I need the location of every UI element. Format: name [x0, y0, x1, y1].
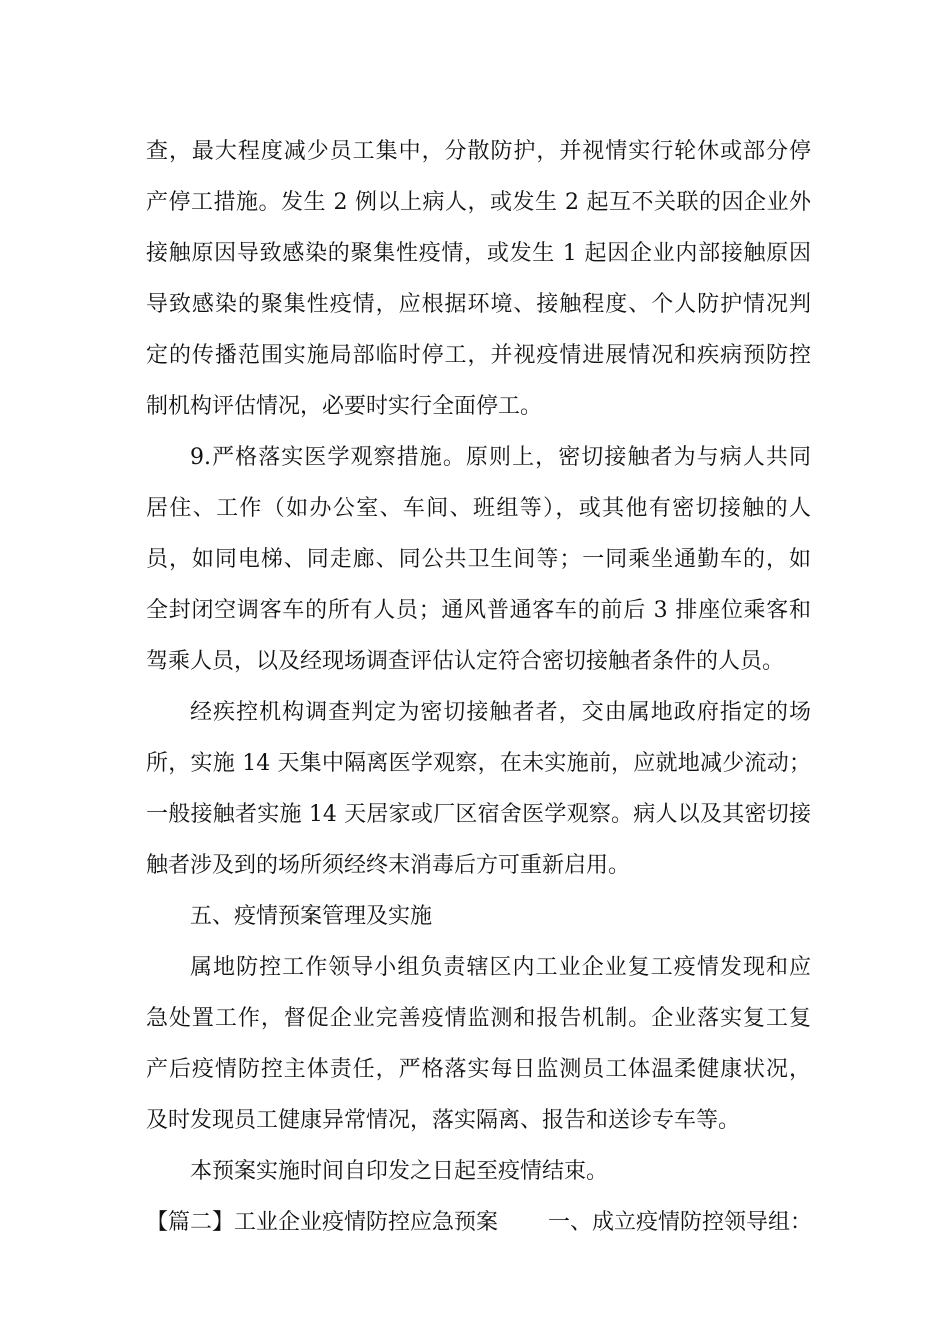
text-line: 驾乘人员，以及经现场调查评估认定符合密切接触者条件的人员。	[146, 649, 785, 674]
part-two-first-section: 一、成立疫情防控领导组：	[548, 1210, 813, 1235]
paragraph-first-line: 经疾控机构调查判定为密切接触者者，交由属地政府指定的场	[190, 700, 811, 725]
paragraph-first-line: 本预案实施时间自印发之日起至疫情结束。	[190, 1159, 609, 1184]
text-line: 急处置工作，督促企业完善疫情监测和报告机制。企业落实复工复	[146, 1006, 811, 1031]
text-line: 导致感染的聚集性疫情，应根据环境、接触程度、个人防护情况判	[146, 292, 811, 317]
text-line: 及时发现员工健康异常情况，落实隔离、报告和送诊专车等。	[146, 1108, 741, 1133]
text-line: 制机构评估情况，必要时实行全面停工。	[146, 394, 543, 419]
paragraph-first-line: 9.严格落实医学观察措施。原则上，密切接触者为与病人共同	[190, 445, 811, 470]
paragraph-first-line: 属地防控工作领导小组负责辖区内工业企业复工疫情发现和应	[190, 955, 811, 980]
section-heading: 五、疫情预案管理及实施	[190, 904, 433, 929]
text-line: 触者涉及到的场所须经终末消毒后方可重新启用。	[146, 853, 631, 878]
text-line: 产后疫情防控主体责任，严格落实每日监测员工体温柔健康状况，	[146, 1057, 811, 1082]
text-line: 一般接触者实施 14 天居家或厂区宿舍医学观察。病人以及其密切接	[146, 802, 811, 827]
text-line: 定的传播范围实施局部临时停工，并视疫情进展情况和疾病预防控	[146, 343, 811, 368]
text-line: 产停工措施。发生 2 例以上病人，或发生 2 起互不关联的因企业外	[146, 190, 811, 215]
text-line: 所，实施 14 天集中隔离医学观察，在未实施前，应就地减少流动；	[146, 751, 811, 776]
part-two-title: 【篇二】工业企业疫情防控应急预案	[146, 1210, 499, 1235]
part-two-heading	[146, 1205, 811, 1241]
text-line: 居住、工作（如办公室、车间、班组等），或其他有密切接触的人	[146, 496, 811, 521]
text-line: 查，最大程度减少员工集中，分散防护，并视情实行轮休或部分停	[146, 139, 811, 164]
text-line: 接触原因导致感染的聚集性疫情，或发生 1 起因企业内部接触原因	[146, 241, 811, 266]
text-line: 员，如同电梯、同走廊、同公共卫生间等；一同乘坐通勤车的，如	[146, 547, 811, 572]
text-line: 全封闭空调客车的所有人员；通风普通客车的前后 3 排座位乘客和	[146, 598, 811, 623]
